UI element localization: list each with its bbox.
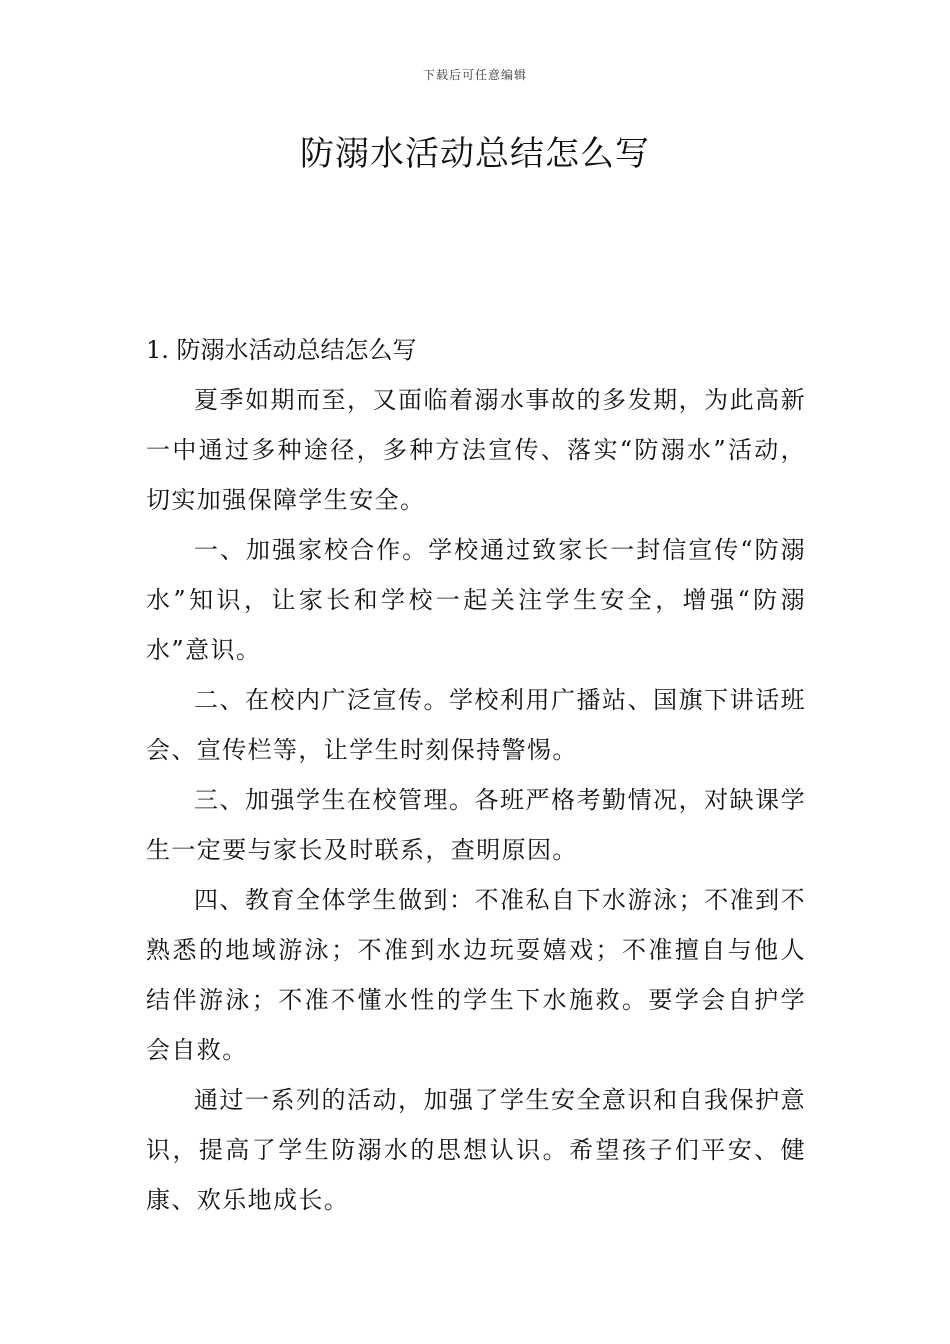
paragraph-point-1: 一、加强家校合作。学校通过致家长一封信宣传“防溺水”知识，让家长和学校一起关注学生安全，增强“防溺水”意识。 — [146, 536, 806, 664]
header-note: 下载后可任意编辑 — [422, 68, 527, 82]
document-body — [146, 325, 806, 1225]
paragraph-point-4: 四、教育全体学生做到：不准私自下水游泳；不准到不熟悉的地域游泳；不准到水边玩耍嬉戏；不准擅自与他人结伴游泳；不准不懂水性的学生下水施救。要学会自护学会自救。 — [146, 886, 806, 1064]
paragraph-conclusion: 通过一系列的活动，加强了学生安全意识和自我保护意识，提高了学生防溺水的思想认识。希望孩子们平安、健康、欢乐地成长。 — [146, 1086, 806, 1214]
paragraph-point-2: 二、在校内广泛宣传。学校利用广播站、国旗下讲话班会、宣传栏等，让学生时刻保持警惕。 — [146, 686, 806, 764]
document-title: 防溺水活动总结怎么写 — [300, 134, 650, 174]
paragraph-point-3: 三、加强学生在校管理。各班严格考勤情况，对缺课学生一定要与家长及时联系，查明原因。 — [146, 786, 806, 864]
paragraph-intro: 夏季如期而至，又面临着溺水事故的多发期，为此高新一中通过多种途径，多种方法宣传、落实“防溺水”活动，切实加强保障学生安全。 — [146, 386, 806, 514]
section-heading: 1. 防溺水活动总结怎么写 — [146, 336, 417, 364]
